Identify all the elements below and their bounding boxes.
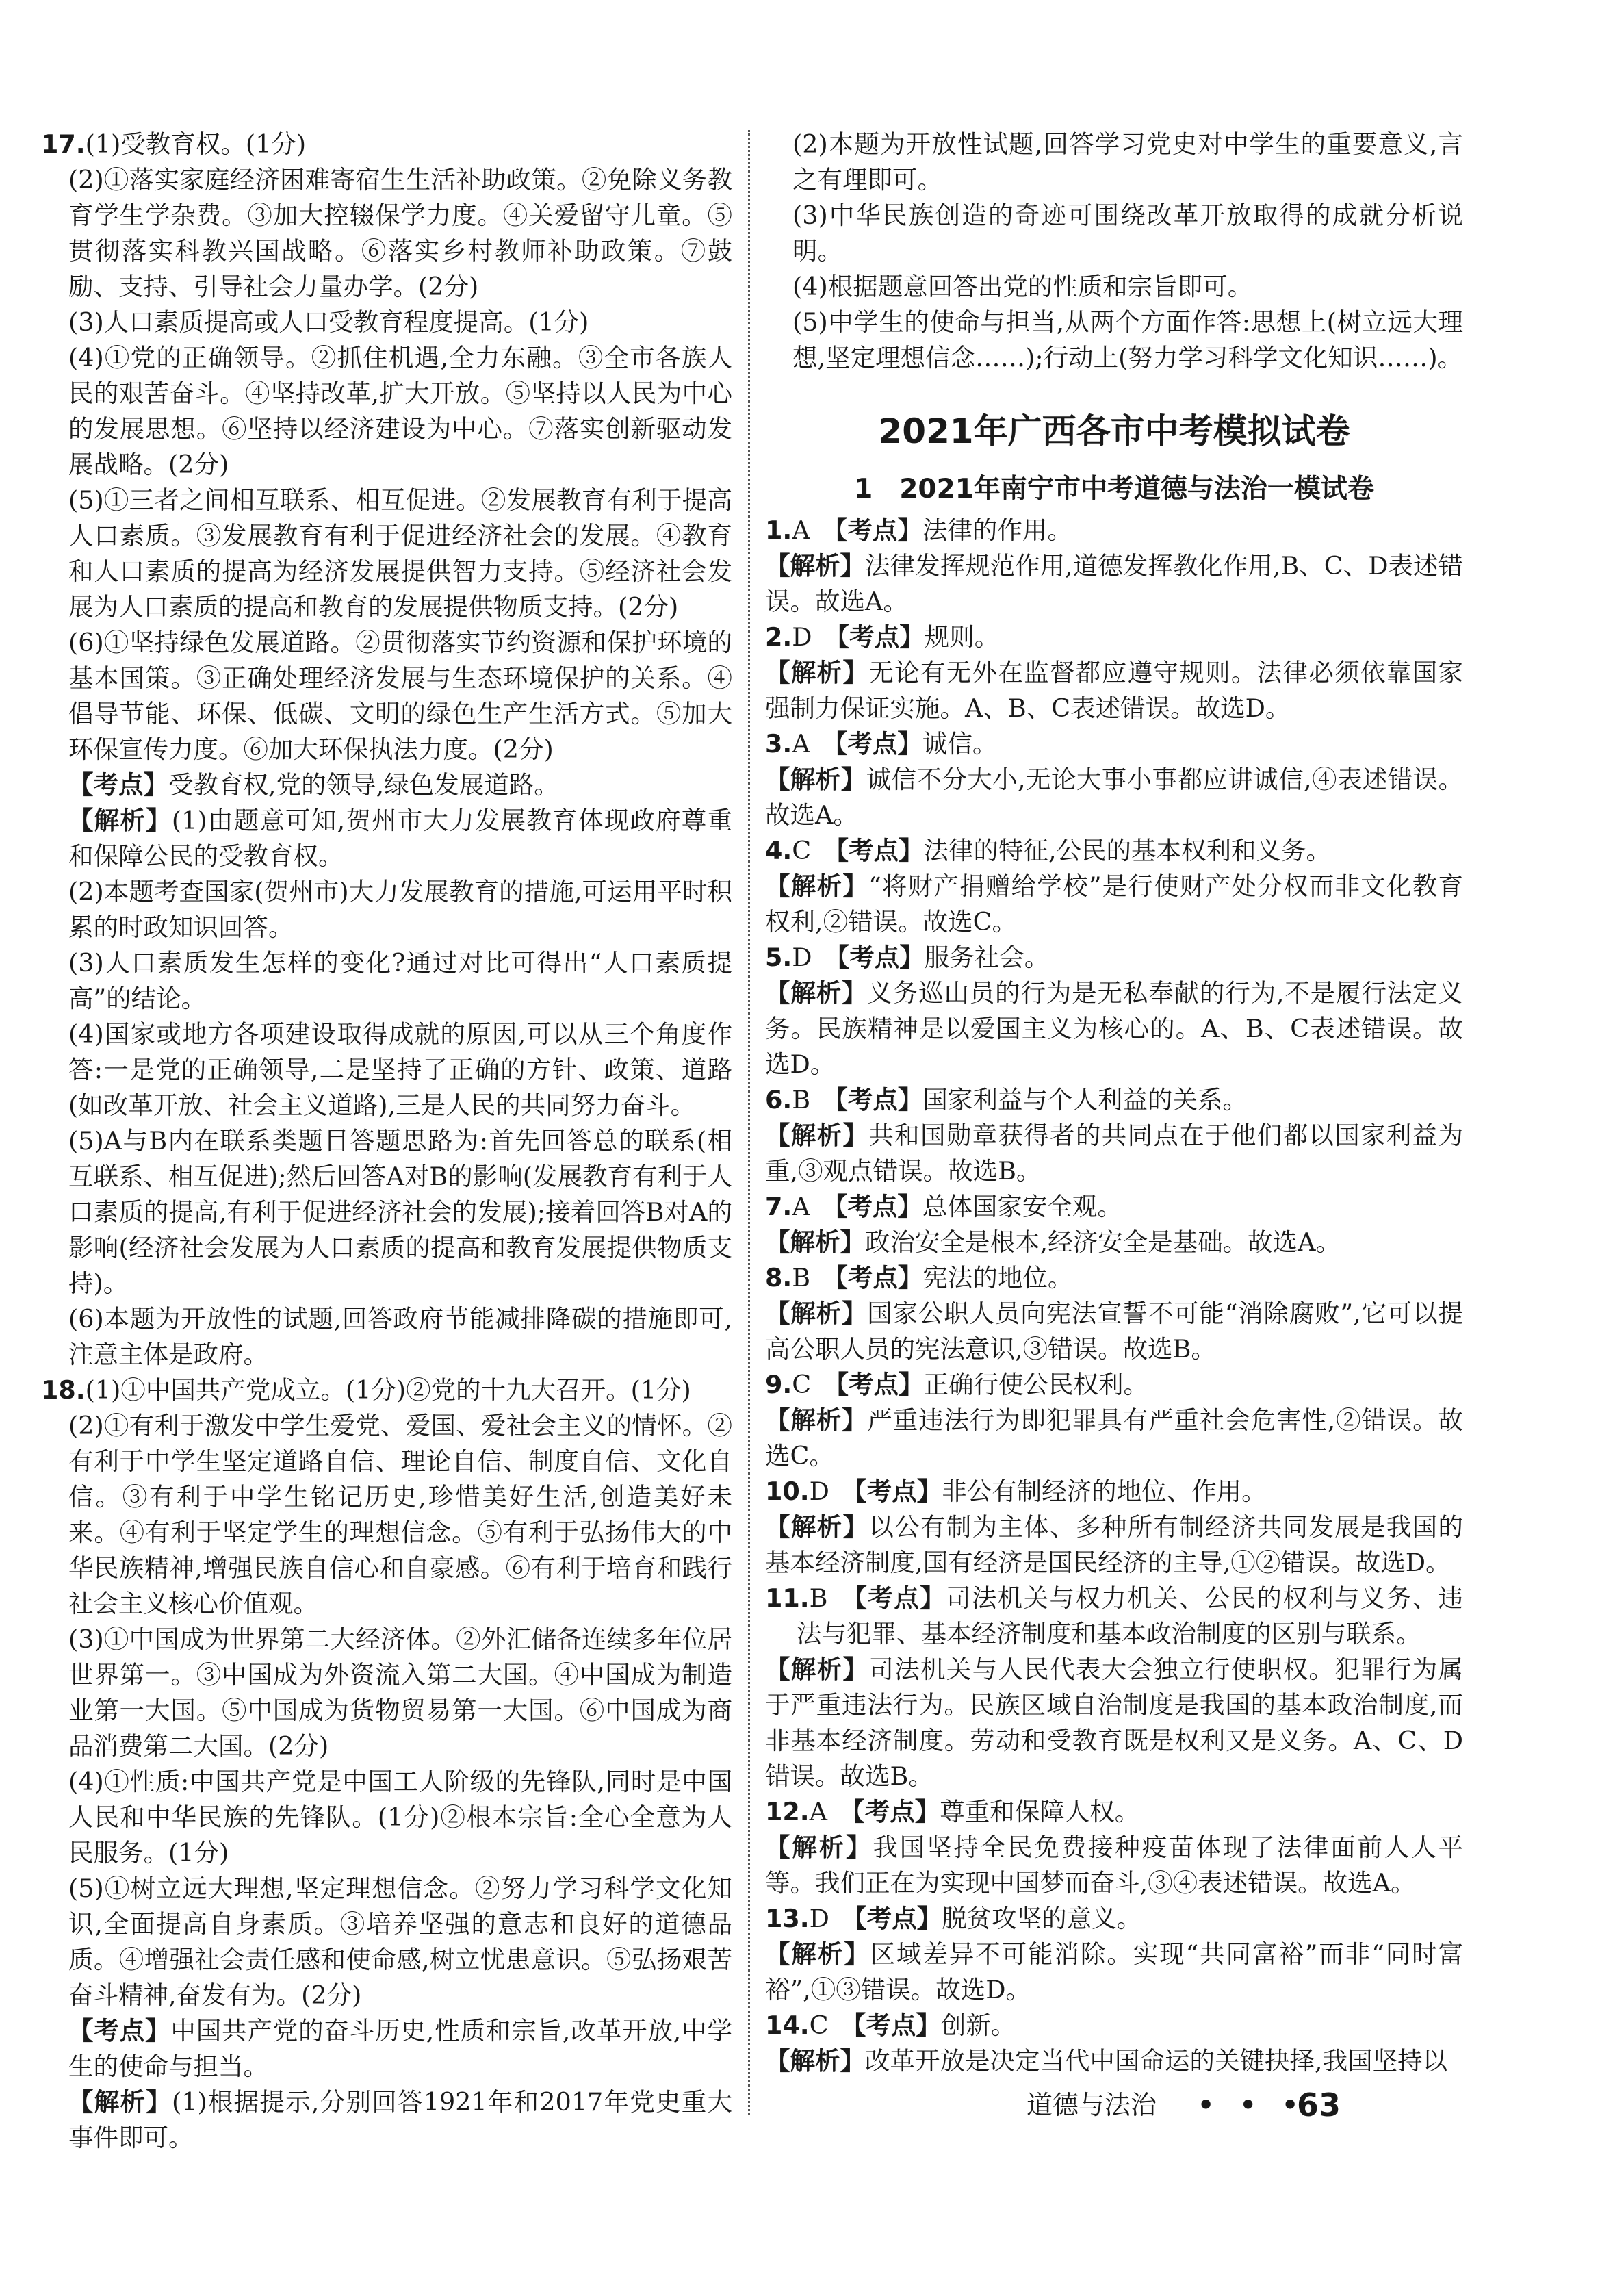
answer-choice: D: [792, 943, 812, 972]
jiexi-text: 区域差异不可能消除。实现“共同富裕”而非“同时富裕”,①③错误。故选D。: [765, 1939, 1464, 2004]
answer-jiexi-line: [765, 1509, 1463, 1581]
kaodian-tag: 【考点】: [854, 1477, 942, 1506]
jiexi-tag: 【解析】: [765, 1227, 865, 1257]
answer-jiexi-line: [765, 975, 1463, 1082]
answer-jiexi-line: [765, 1937, 1463, 2008]
answer-jiexi-line: [765, 655, 1463, 726]
kaodian-text: 法律的作用。: [922, 515, 1072, 545]
answer-choice: B: [792, 1085, 811, 1114]
q18-jiexi-4: (4)根据题意回答出党的性质和宗旨即可。: [792, 272, 1253, 301]
answer-list: [765, 513, 1463, 2079]
answer-item: [765, 833, 1463, 940]
footer-dots: • • •: [1198, 2089, 1307, 2120]
answer-choice: B: [792, 1263, 811, 1292]
jiexi-text: 共和国勋章获得者的共同点在于他们都以国家利益为重,③观点错误。故选B。: [765, 1121, 1464, 1186]
answer-item: [765, 513, 1463, 620]
q17-jiexi-5: (5)A与B内在联系类题目答题思路为:首先回答总的联系(相互联系、相互促进);然后回答A对B的影响(发展教育有利于人口素质的提高,有利于促进经济社会的发展);接着回答B对A的影响(经济社会发展为人口素质的提高和教育发展提供物质支持)。: [68, 1126, 732, 1298]
spacer: [810, 1263, 836, 1292]
jiexi-text: 无论有无外在监督都应遵守规则。法律必须依靠国家强制力保证实施。A、B、C表述错误。故选D。: [765, 658, 1464, 723]
question-number: 8.: [765, 1263, 792, 1292]
kaodian-tag: 【考点】: [836, 1370, 924, 1399]
answer-item: [765, 1794, 1463, 1901]
jiexi-text: 以公有制为主体、多种所有制经济共同发展是我国的基本经济制度,国有经济是国民经济的主导,①②错误。故选D。: [765, 1512, 1464, 1577]
jiexi-text: 我国坚持全民免费接种疫苗体现了法律面前人人平等。我们正在为实现中国梦而奋斗,③④表述错误。故选A。: [765, 1833, 1464, 1898]
kaodian-tag: 【考点】: [852, 1797, 940, 1826]
q17-part3: (3)人口素质提高或人口受教育程度提高。(1分): [68, 307, 589, 337]
kaodian-tag: 【考点】: [854, 1904, 942, 1933]
question-number: 6.: [765, 1085, 792, 1114]
kaodian-text: 服务社会。: [924, 943, 1050, 972]
q18-part1: 18.(1)①中国共产党成立。(1分)②党的十九大召开。(1分): [41, 1375, 691, 1405]
jiexi-tag: 【解析】: [765, 1655, 869, 1684]
spacer: [827, 1797, 853, 1826]
answer-item: [765, 726, 1463, 833]
q17-jiexi-3: (3)人口素质发生怎样的变化?通过对比可得出“人口素质提高”的结论。: [68, 948, 732, 1013]
jiexi-text: 义务巡山员的行为是无私奉献的行为,不是履行法定义务。民族精神是以爱国主义为核心的。A、B、C表述错误。故选D。: [765, 978, 1464, 1079]
jiexi-text: 改革开放是决定当代中国命运的关键抉择,我国坚持以: [865, 2046, 1448, 2076]
answer-item: [765, 620, 1463, 726]
q17-jiexi-2: (2)本题考查国家(贺州市)大力发展教育的措施,可运用平时积累的时政知识回答。: [68, 877, 732, 942]
question-number: 2.: [765, 622, 792, 652]
question-18: [41, 1373, 732, 2156]
answer-item: [765, 940, 1463, 1082]
answer-choice: A: [792, 515, 810, 545]
kaodian-tag: 【考点】: [836, 836, 924, 865]
q18-part4: (4)①性质:中国共产党是中国工人阶级的先锋队,同时是中国人民和中华民族的先锋队。(1分)②根本宗旨:全心全意为人民服务。(1分): [68, 1767, 732, 1867]
answer-item: [765, 1581, 1463, 1794]
question-number: 4.: [765, 836, 792, 865]
answer-choice: D: [809, 1904, 829, 1933]
answer-kaodian-line: [765, 2008, 1463, 2043]
answer-jiexi-line: [765, 869, 1463, 940]
jiexi-tag: 【解析】: [68, 2087, 172, 2117]
answer-kaodian-line: [765, 726, 1463, 762]
kaodian-tag: 【考点】: [68, 2016, 171, 2045]
spacer: [811, 836, 836, 865]
kaodian-tag: 【考点】: [835, 1263, 923, 1292]
q18-jiexi-1: 【解析】(1)根据提示,分别回答1921年和2017年党史重大事件即可。: [68, 2087, 732, 2152]
question-number: 12.: [765, 1797, 810, 1826]
q18-kaodian: 【考点】中国共产党的奋斗历史,性质和宗旨,改革开放,中学生的使命与担当。: [68, 2016, 733, 2081]
kaodian-text: 尊重和保障人权。: [940, 1797, 1140, 1826]
q17-kaodian: 【考点】受教育权,党的领导,绿色发展道路。: [68, 770, 559, 800]
answer-jiexi-line: [765, 762, 1463, 833]
q18-jiexi-3: (3)中华民族创造的奇迹可围绕改革开放取得的成就分析说明。: [792, 201, 1463, 266]
kaodian-text: 规则。: [924, 622, 1000, 652]
kaodian-tag: 【考点】: [837, 622, 925, 652]
answer-choice: C: [792, 1370, 812, 1399]
kaodian-text: 诚信。: [922, 729, 998, 758]
spacer: [811, 1370, 836, 1399]
q17-jiexi-1: 【解析】(1)由题意可知,贺州市大力发展教育体现政府尊重和保障公民的受教育权。: [68, 806, 733, 871]
answer-jiexi-line: [765, 1830, 1463, 1901]
answer-choice: D: [792, 622, 812, 652]
answer-jiexi-line: [765, 548, 1463, 620]
q18-jiexi-5: (5)中学生的使命与担当,从两个方面作答:思想上(树立远大理想,坚定理想信念……);行动上(努力学习科学文化知识……)。: [792, 307, 1463, 372]
answer-choice: A: [792, 1192, 810, 1221]
jiexi-tag: 【解析】: [765, 871, 868, 901]
spacer: [829, 1904, 855, 1933]
jiexi-tag: 【解析】: [765, 1512, 869, 1542]
kaodian-text: 总体国家安全观。: [922, 1192, 1122, 1221]
kaodian-tag: 【考点】: [835, 1192, 922, 1221]
question-17: [41, 127, 732, 1373]
spacer: [810, 515, 836, 545]
answer-kaodian-line: [765, 1474, 1463, 1509]
question-number: 11.: [765, 1583, 810, 1613]
q17-part2: (2)①落实家庭经济困难寄宿生生活补助政策。②免除义务教育学生学杂费。③加大控辍保学力度。④关爱留守儿童。⑤贯彻落实科教兴国战略。⑥落实乡村教师补助政策。⑦鼓励、支持、引导社会力量办学。(2分): [68, 165, 732, 301]
answer-kaodian-line: [765, 1082, 1463, 1118]
right-column: [765, 127, 1463, 2079]
jiexi-tag: 【解析】: [765, 1121, 869, 1150]
answer-kaodian-line: [765, 940, 1463, 975]
q17-part4: (4)①党的正确领导。②抓住机遇,全力东融。③全市各族人民的艰苦奋斗。④坚持改革,扩大开放。⑤坚持以人民为中心的发展思想。⑥坚持以经济建设为中心。⑦落实创新驱动发展战略。(2分): [68, 343, 732, 479]
jiexi-tag: 【解析】: [765, 978, 868, 1008]
answer-jiexi-line: [765, 1225, 1463, 1260]
jiexi-tag: 【解析】: [765, 2046, 865, 2076]
spacer: [828, 1583, 855, 1613]
answer-jiexi-line: [765, 1118, 1463, 1189]
answer-choice: D: [809, 1477, 829, 1506]
jiexi-text: 严重违法行为即犯罪具有严重社会危害性,②错误。故选C。: [765, 1405, 1464, 1470]
kaodian-tag: 【考点】: [854, 1583, 946, 1613]
kaodian-tag: 【考点】: [835, 515, 922, 545]
answer-choice: C: [809, 2011, 829, 2040]
spacer: [829, 2011, 854, 2040]
jiexi-tag: 【解析】: [765, 658, 869, 687]
jiexi-text: 国家公职人员向宪法宣誓不可能“消除腐败”,它可以提高公职人员的宪法意识,③错误。故选B。: [765, 1299, 1464, 1364]
q18-jiexi-2: (2)本题为开放性试题,回答学习党史对中学生的重要意义,言之有理即可。: [792, 129, 1463, 194]
q17-part1: 17.(1)受教育权。(1分): [41, 129, 307, 159]
spacer: [810, 1085, 836, 1114]
q17-part5: (5)①三者之间相互联系、相互促进。②发展教育有利于提高人口素质。③发展教育有利于促进经济社会的发展。④教育和人口素质的提高为经济发展提供智力支持。⑤经济社会发展为人口素质的提高和教育的发展提供物质支持。(2分): [68, 485, 732, 622]
answer-choice: A: [792, 729, 810, 758]
answer-kaodian-line: [765, 1189, 1463, 1225]
jiexi-tag: 【解析】: [765, 1299, 868, 1328]
kaodian-tag: 【考点】: [68, 770, 168, 800]
jiexi-text: 司法机关与人民代表大会独立行使职权。犯罪行为属于严重违法行为。民族区域自治制度是我国的基本政治制度,而非基本经济制度。劳动和受教育既是权利又是义务。A、C、D错误。故选B。: [765, 1655, 1464, 1791]
jiexi-tag: 【解析】: [68, 806, 172, 835]
q18-part3: (3)①中国成为世界第二大经济体。②外汇储备连续多年位居世界第一。③中国成为外资流入第二大国。④中国成为制造业第一大国。⑤中国成为货物贸易第一大国。⑥中国成为商品消费第二大国。(2分): [68, 1624, 732, 1761]
question-number: 1.: [765, 515, 792, 545]
answer-kaodian-line: [765, 1367, 1463, 1403]
answer-choice: B: [809, 1583, 828, 1613]
spacer: [829, 1477, 855, 1506]
kaodian-tag: 【考点】: [835, 729, 922, 758]
answer-item: [765, 1082, 1463, 1189]
question-number: 7.: [765, 1192, 792, 1221]
kaodian-text: 脱贫攻坚的意义。: [942, 1904, 1142, 1933]
kaodian-tag: 【考点】: [837, 943, 925, 972]
kaodian-text: 非公有制经济的地位、作用。: [942, 1477, 1267, 1506]
answer-kaodian-line: [765, 1260, 1463, 1296]
answer-kaodian-line: [765, 1901, 1463, 1937]
question-number: 18.: [41, 1375, 86, 1405]
answer-kaodian-line: [765, 620, 1463, 655]
question-number: 13.: [765, 1904, 810, 1933]
answer-jiexi-line: [765, 1403, 1463, 1474]
kaodian-text: 国家利益与个人利益的关系。: [922, 1085, 1248, 1114]
kaodian-tag: 【考点】: [835, 1085, 923, 1114]
exam-subtitle: 1 2021年南宁市中考道德与法治一模试卷: [854, 474, 1374, 505]
question-number: 17.: [41, 129, 86, 159]
answer-kaodian-line: [765, 833, 1463, 869]
answer-item: [765, 1260, 1463, 1367]
q18-part5: (5)①树立远大理想,坚定理想信念。②努力学习科学文化知识,全面提高自身素质。③培养坚强的意志和良好的道德品质。④增强社会责任感和使命感,树立忧患意识。⑤弘扬艰苦奋斗精神,奋发有为。(2分): [68, 1874, 732, 2010]
answer-choice: C: [792, 836, 812, 865]
jiexi-tag: 【解析】: [765, 765, 866, 794]
jiexi-tag: 【解析】: [765, 1833, 873, 1862]
answer-kaodian-line: [765, 513, 1463, 548]
question-number: 14.: [765, 2011, 810, 2040]
spacer: [812, 622, 838, 652]
jiexi-tag: 【解析】: [765, 1405, 868, 1435]
answer-jiexi-line: [765, 2043, 1463, 2079]
question-number: 9.: [765, 1370, 792, 1399]
answer-kaodian-line: [765, 1794, 1463, 1830]
kaodian-text: 司法机关与权力机关、公民的权利与义务、违法与犯罪、基本经济制度和基本政治制度的区别与联系。: [797, 1583, 1464, 1648]
jiexi-text: 政治安全是根本,经济安全是基础。故选A。: [865, 1227, 1341, 1257]
column-divider: [748, 130, 750, 2115]
question-number: 5.: [765, 943, 792, 972]
kaodian-text: 法律的特征,公民的基本权利和义务。: [923, 836, 1332, 865]
kaodian-tag: 【考点】: [853, 2011, 941, 2040]
jiexi-tag: 【解析】: [765, 1939, 870, 1969]
answer-item: [765, 1189, 1463, 1260]
left-column: [41, 127, 732, 2156]
kaodian-text: 宪法的地位。: [922, 1263, 1073, 1292]
page-number: 63: [1297, 2087, 1341, 2123]
question-number: 3.: [765, 729, 792, 758]
answer-jiexi-line: [765, 1296, 1463, 1367]
q17-jiexi-6: (6)本题为开放性的试题,回答政府节能减排降碳的措施即可,注意主体是政府。: [68, 1304, 732, 1369]
kaodian-text: 正确行使公民权利。: [923, 1370, 1148, 1399]
answer-item: [765, 1901, 1463, 2008]
answer-item: [765, 1474, 1463, 1581]
jiexi-text: 诚信不分大小,无论大事小事都应讲诚信,④表述错误。故选A。: [765, 765, 1463, 830]
footer-subject: 道德与法治: [1027, 2090, 1157, 2120]
jiexi-text: “将财产捐赠给学校”是行使财产处分权而非文化教育权利,②错误。故选C。: [765, 871, 1464, 936]
spacer: [810, 1192, 836, 1221]
answer-item: [765, 2008, 1463, 2079]
answer-jiexi-line: [765, 1652, 1463, 1794]
jiexi-tag: 【解析】: [765, 551, 866, 581]
kaodian-text: 创新。: [940, 2011, 1016, 2040]
q17-jiexi-4: (4)国家或地方各项建设取得成就的原因,可以从三个角度作答:一是党的正确领导,二是坚持了正确的方针、政策、道路(如改革开放、社会主义道路),三是人民的共同努力奋斗。: [68, 1019, 732, 1120]
answer-choice: A: [809, 1797, 828, 1826]
jiexi-text: 法律发挥规范作用,道德发挥教化作用,B、C、D表述错误。故选A。: [765, 551, 1464, 616]
answer-item: [765, 1367, 1463, 1474]
q18-part2: (2)①有利于激发中学生爱党、爱国、爱社会主义的情怀。②有利于中学生坚定道路自信、理论自信、制度自信、文化自信。③有利于中学生铭记历史,珍惜美好生活,创造美好未来。④有利于坚定学生的理想信念。⑤有利于弘扬伟大的中华民族精神,增强民族自信心和自豪感。⑥有利于培育和践行社会主义核心价值观。: [68, 1411, 732, 1618]
q17-part6: (6)①坚持绿色发展道路。②贯彻落实节约资源和保护环境的基本国策。③正确处理经济发展与生态环境保护的关系。④倡导节能、环保、低碳、文明的绿色生产生活方式。⑤加大环保宣传力度。⑥加大环保执法力度。(2分): [68, 628, 732, 764]
spacer: [812, 943, 838, 972]
question-18-continued: [765, 127, 1463, 376]
section-title: 2021年广西各市中考模拟试卷: [878, 411, 1350, 451]
question-number: 10.: [765, 1477, 810, 1506]
page-footer: [1027, 2081, 1464, 2129]
answer-kaodian-line: [765, 1581, 1463, 1652]
spacer: [810, 729, 836, 758]
